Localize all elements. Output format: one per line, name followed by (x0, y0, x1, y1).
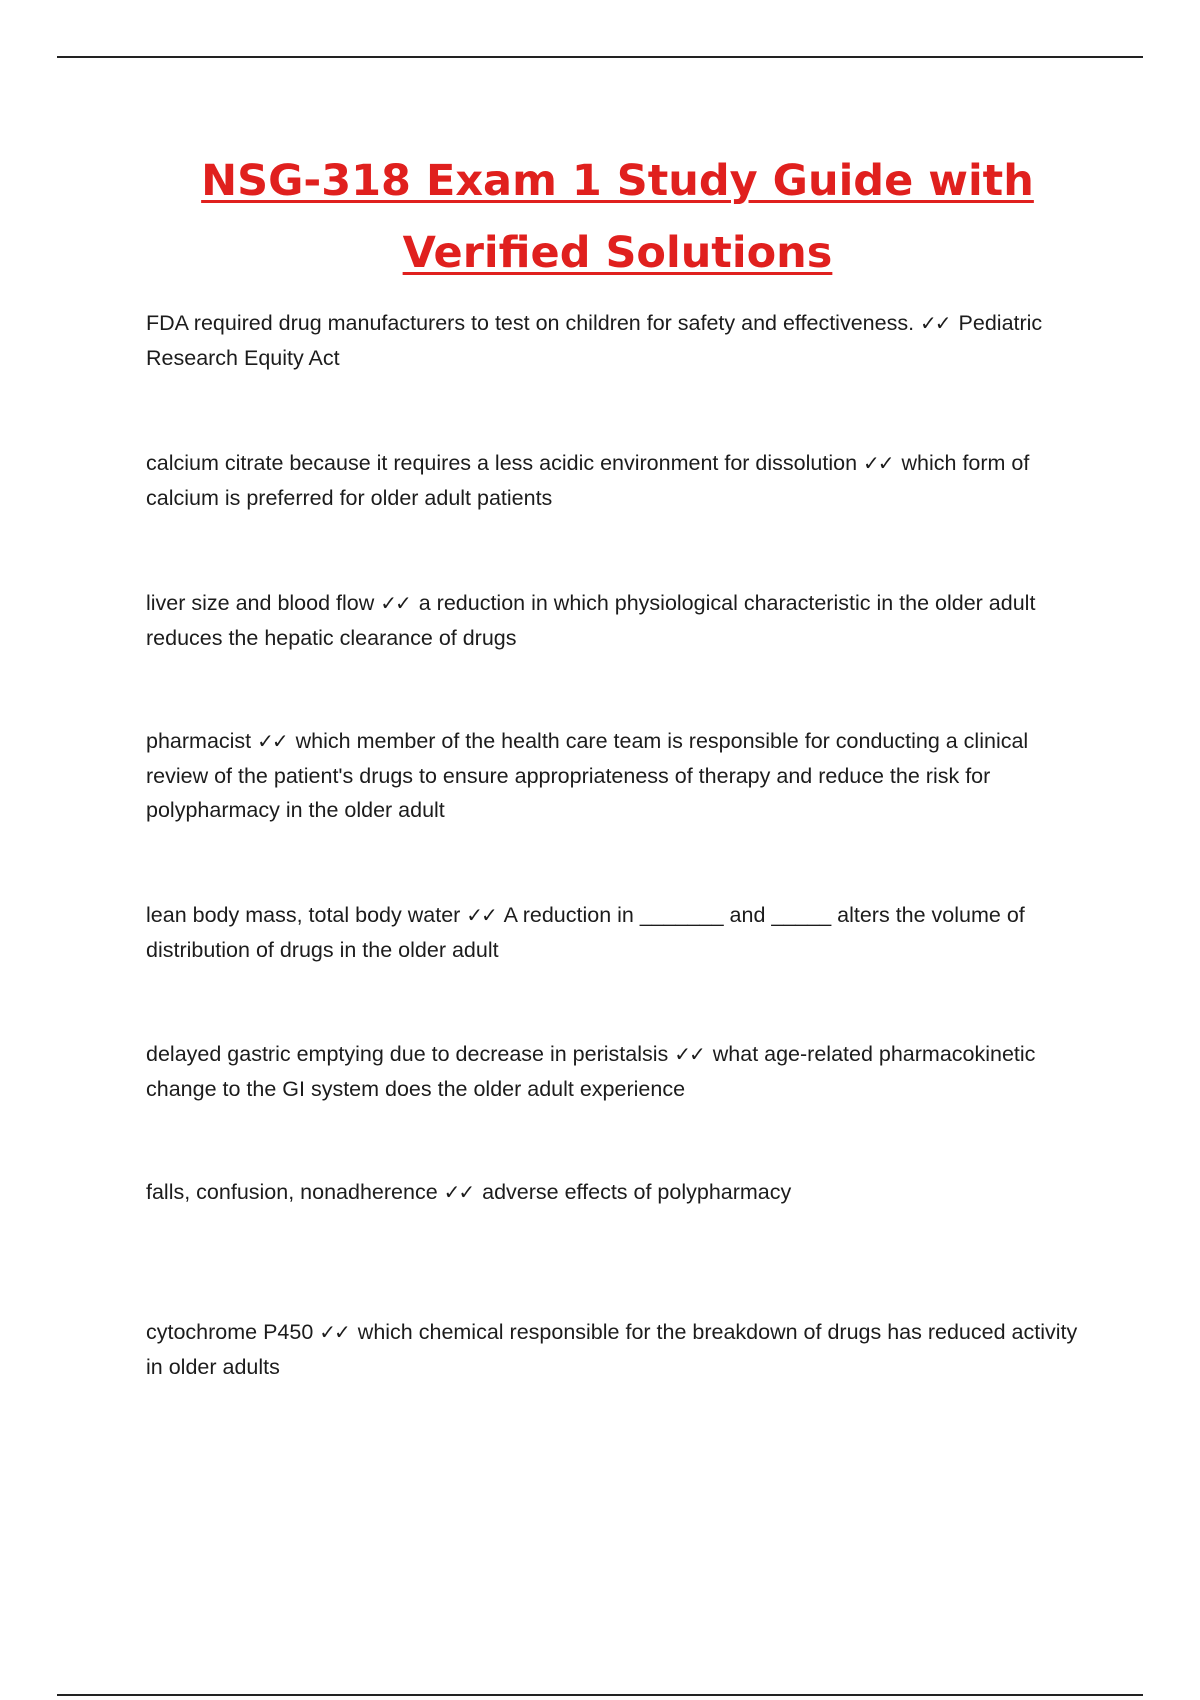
entry-answer: pharmacist (146, 729, 252, 753)
entry-question: which chemical responsible for the breakdown of drugs has reduced activity in older adults (146, 1320, 1078, 1379)
qa-entry (146, 724, 1096, 828)
qa-entry (146, 1037, 1096, 1106)
entry-question: a reduction in which physiological characteristic in the older adult reduces the hepatic clearance of drugs (146, 591, 1036, 650)
title-line-1: NSG-318 Exam 1 Study Guide with (201, 156, 1034, 206)
qa-entry (146, 1175, 1096, 1210)
entry-question: A reduction in _______ and _____ alters the volume of distribution of drugs in the older adult (146, 903, 1025, 962)
title-line-2: Verified Solutions (402, 228, 833, 278)
double-check-icon: ✓✓ (257, 729, 287, 753)
qa-entry (146, 586, 1096, 655)
qa-entry (146, 898, 1096, 967)
entry-question: adverse effects of polypharmacy (482, 1180, 792, 1204)
footer-rule (57, 1694, 1143, 1696)
double-check-icon: ✓✓ (863, 451, 893, 475)
double-check-icon: ✓✓ (466, 903, 496, 927)
header-rule (57, 56, 1143, 58)
double-check-icon: ✓✓ (674, 1042, 704, 1066)
entry-question: what age-related pharmacokinetic change to the GI system does the older adult experience (146, 1042, 1036, 1101)
entry-question: which form of calcium is preferred for older adult patients (146, 451, 1030, 510)
entry-question: which member of the health care team is responsible for conducting a clinical review of the patient's drugs to ensure appropriateness of therapy and reduce the risk for polypharmacy in the older adult (146, 729, 1029, 822)
entry-answer: delayed gastric emptying due to decrease in peristalsis (146, 1042, 669, 1066)
double-check-icon: ✓✓ (443, 1180, 474, 1204)
qa-entry (146, 306, 1096, 375)
entry-answer: cytochrome P450 (146, 1320, 314, 1344)
entry-question: Pediatric Research Equity Act (146, 311, 1043, 370)
entry-answer: calcium citrate because it requires a less acidic environment for dissolution (146, 451, 858, 475)
entry-answer: falls, confusion, nonadherence (146, 1180, 438, 1204)
entry-answer: liver size and blood flow (146, 591, 375, 615)
double-check-icon: ✓✓ (319, 1320, 349, 1344)
entry-answer: lean body mass, total body water (146, 903, 461, 927)
document-title (0, 145, 1200, 289)
double-check-icon: ✓✓ (920, 311, 950, 335)
qa-entry (146, 1315, 1096, 1384)
entry-answer: FDA required drug manufacturers to test on children for safety and effectiveness. (146, 311, 915, 335)
qa-entry (146, 446, 1096, 515)
double-check-icon: ✓✓ (380, 591, 410, 615)
